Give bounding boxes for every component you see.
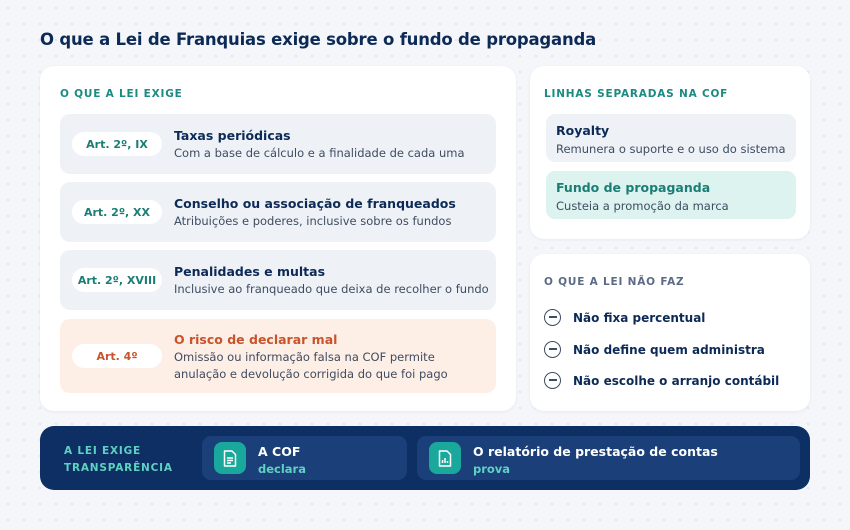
- cof-lines-card: [530, 66, 810, 239]
- minus-circle-icon: [544, 309, 561, 326]
- banner-label: [64, 443, 173, 477]
- not-required-item: [544, 341, 765, 358]
- not-required-text: Não fixa percentual: [573, 310, 706, 325]
- fund-title: Fundo de propaganda: [556, 180, 711, 195]
- requirement-title: Penalidades e multas: [174, 264, 326, 279]
- report-tile-title: O relatório de prestação de contas: [473, 444, 718, 459]
- royalty-desc: Remunera o suporte e o uso do sistema: [556, 142, 786, 156]
- minus-circle-icon: [544, 372, 561, 389]
- cof-lines-label: LINHAS SEPARADAS NA COF: [544, 88, 729, 100]
- requirement-title: Taxas periódicas: [174, 128, 291, 143]
- requirement-row: [60, 114, 496, 174]
- article-badge: Art. 4º: [72, 344, 162, 368]
- risk-row: [60, 319, 496, 393]
- document-icon: [214, 442, 246, 474]
- royalty-title: Royalty: [556, 123, 610, 138]
- requirements-label: O QUE A LEI EXIGE: [60, 88, 183, 100]
- article-badge: Art. 2º, XVIII: [72, 268, 162, 292]
- banner-label-line2: TRANSPARÊNCIA: [64, 462, 173, 474]
- not-required-label: O QUE A LEI NÃO FAZ: [544, 276, 685, 288]
- report-tile: [417, 436, 800, 480]
- cof-tile: [202, 436, 407, 480]
- not-required-text: Não escolhe o arranjo contábil: [573, 373, 780, 388]
- article-badge: Art. 2º, XX: [72, 200, 162, 224]
- report-icon: [429, 442, 461, 474]
- page-title: O que a Lei de Franquias exige sobre o fundo de propaganda: [40, 30, 597, 49]
- not-required-item: [544, 309, 705, 326]
- requirement-desc: Inclusive ao franqueado que deixa de recolher o fundo: [174, 282, 489, 296]
- cof-tile-title: A COF: [258, 444, 301, 459]
- not-required-text: Não define quem administra: [573, 342, 765, 357]
- minus-circle-icon: [544, 341, 561, 358]
- requirement-row: [60, 182, 496, 242]
- fund-box: [546, 171, 796, 219]
- not-required-card: [530, 254, 810, 411]
- not-required-item: [544, 372, 779, 389]
- requirement-desc: Atribuições e poderes, inclusive sobre os fundos: [174, 214, 452, 228]
- royalty-box: [546, 114, 796, 162]
- risk-title: O risco de declarar mal: [174, 332, 338, 347]
- article-badge: Art. 2º, IX: [72, 132, 162, 156]
- requirement-desc: Com a base de cálculo e a finalidade de cada uma: [174, 146, 465, 160]
- transparency-banner: [40, 426, 810, 490]
- requirement-row: [60, 250, 496, 310]
- report-tile-sub: prova: [473, 462, 511, 476]
- risk-desc: Omissão ou informação falsa na COF permite anulação e devolução corrigida do que foi pago: [174, 350, 448, 381]
- banner-label-line1: A LEI EXIGE: [64, 445, 141, 457]
- requirements-card: [40, 66, 516, 411]
- requirement-title: Conselho ou associação de franqueados: [174, 196, 456, 211]
- fund-desc: Custeia a promoção da marca: [556, 199, 729, 213]
- cof-tile-sub: declara: [258, 462, 306, 476]
